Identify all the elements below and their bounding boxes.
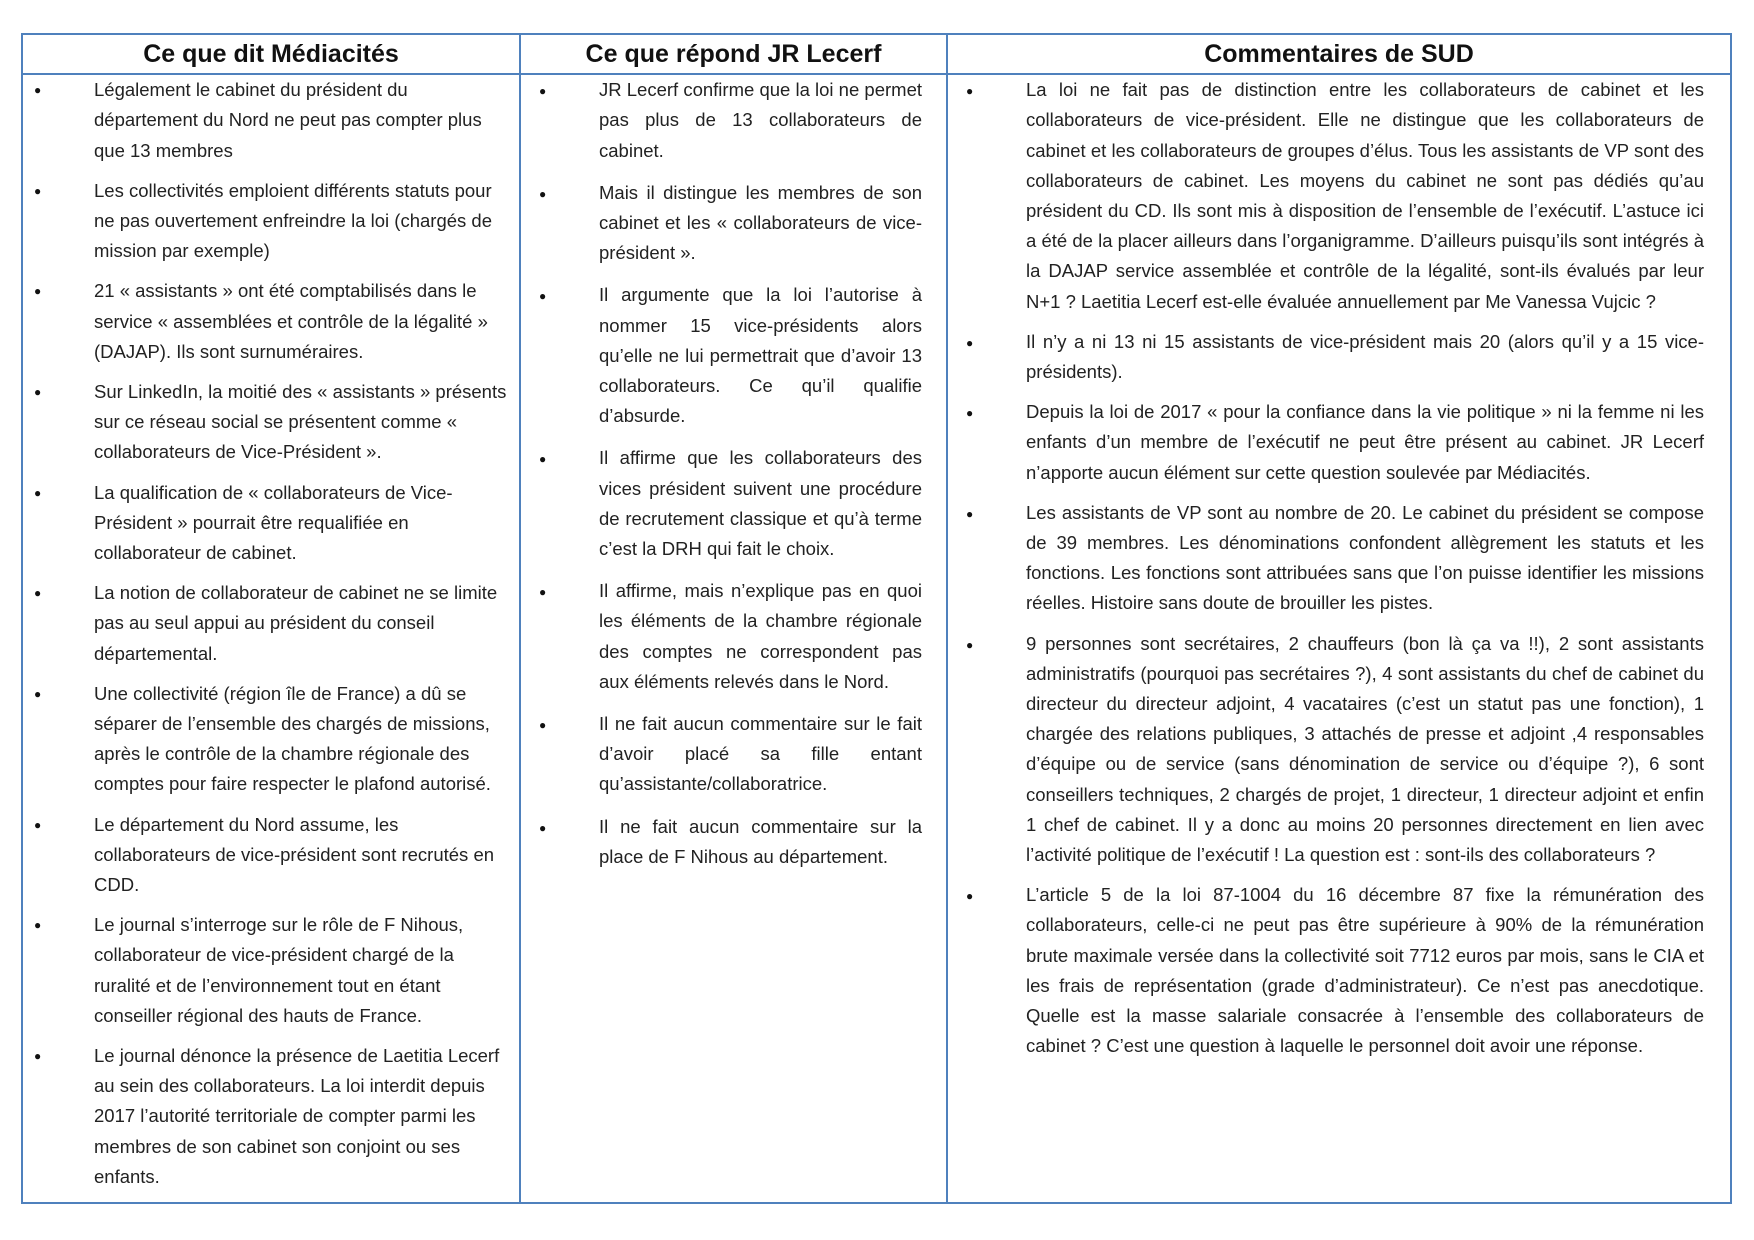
lecerf-bullet-list <box>521 75 946 872</box>
header-sud-comments: Commentaires de SUD <box>1204 39 1474 68</box>
list-item: ● La qualification de « collaborateurs de Vice-Président » pourrait être requalifiée en collaborateur de cabinet. <box>23 478 519 569</box>
list-item: ● La notion de collaborateur de cabinet ne se limite pas au seul appui au président du conseil départemental. <box>23 578 519 669</box>
list-item: ● Depuis la loi de 2017 « pour la confiance dans la vie politique » ni la femme ni les enfants d’un membre de l’exécutif ne peut être présent au cabinet. JR Lecerf n’apporte aucun élément sur cette question soulevée par Médiacités. <box>948 397 1730 488</box>
list-item: ● L’article 5 de la loi 87-1004 du 16 décembre 87 fixe la rémunération des collaborateurs, celle-ci ne peut pas être supérieure à 90% de la rémunération brute maximale versée dans la collectivité soit 7712 euros par mois, sans le CIA et les frais de représentation (grade d’administrateur). Ce n’est pas anecdotique. Quelle est la masse salariale consacrée à l’ensemble des collaborateurs de cabinet ? C’est une question à laquelle le personnel doit avoir une réponse. <box>948 880 1730 1061</box>
list-item: ● Mais il distingue les membres de son cabinet et les « collaborateurs de vice-président ». <box>521 178 946 269</box>
column-lecerf-response <box>521 75 948 1202</box>
list-item: ● 21 « assistants » ont été comptabilisés dans le service « assemblées et contrôle de la légalité » (DAJAP). Ils sont surnuméraires. <box>23 276 519 367</box>
list-item: ● Il ne fait aucun commentaire sur la place de F Nihous au département. <box>521 812 946 872</box>
header-mediacites: Ce que dit Médiacités <box>23 35 521 73</box>
list-item: ● Le journal s’interroge sur le rôle de F Nihous, collaborateur de vice-président chargé de la ruralité et de l’environnement tout en étant conseiller régional des hauts de France. <box>23 910 519 1031</box>
list-item: ● Les assistants de VP sont au nombre de 20. Le cabinet du président se compose de 39 membres. Les dénominations confondent allègrement les statuts et les fonctions. Les fonctions sont attribuées sans que l’on puisse identifier les missions réelles. Histoire sans doute de brouiller les pistes. <box>948 498 1730 619</box>
list-item: ● Il affirme que les collaborateurs des vices président suivent une procédure de recrutement classique et qu’à terme c’est la DRH qui fait le choix. <box>521 443 946 564</box>
list-item: ● Les collectivités emploient différents statuts pour ne pas ouvertement enfreindre la loi (chargés de mission par exemple) <box>23 176 519 267</box>
header-lecerf-response: Ce que répond JR Lecerf <box>521 35 948 73</box>
column-sud-comments <box>948 75 1730 1202</box>
sud-bullet-list <box>948 75 1730 1061</box>
list-item: ● Le département du Nord assume, les collaborateurs de vice-président sont recrutés en CDD. <box>23 810 519 901</box>
list-item: ● Il affirme, mais n’explique pas en quoi les éléments de la chambre régionale des comptes ne correspondent pas aux éléments relevés dans le Nord. <box>521 576 946 697</box>
list-item: ● 9 personnes sont secrétaires, 2 chauffeurs (bon là ça va !!), 2 sont assistants administratifs (pourquoi pas secrétaires ?), 4 sont assistants du chef de cabinet du directeur du directeur adjoint, 4 vacataires (c’est un statut pas une fonction), 1 chargée des relations publiques, 3 attachés de presse et adjoint ,4 responsables d’équipe ou de service (sans dénomination de service ou d’équipe ?), 6 sont conseillers techniques, 2 chargés de projet, 1 directeur, 1 directeur adjoint et enfin 1 chef de cabinet. Il y a donc au moins 20 personnes directement en lien avec l’activité politique de l’exécutif ! La question est : sont-ils des collaborateurs ? <box>948 629 1730 871</box>
column-mediacites <box>23 75 521 1202</box>
list-item: ● Il n’y a ni 13 ni 15 assistants de vice-président mais 20 (alors qu’il y a 15 vice-présidents). <box>948 327 1730 387</box>
table-body-row <box>23 75 1730 1202</box>
list-item: ● Le journal dénonce la présence de Laetitia Lecerf au sein des collaborateurs. La loi interdit depuis 2017 l’autorité territoriale de compter parmi les membres de son cabinet son conjoint ou ses enfants. <box>23 1041 519 1192</box>
list-item: ● Légalement le cabinet du président du département du Nord ne peut pas compter plus que 13 membres <box>23 75 519 166</box>
list-item: ● Une collectivité (région île de France) a dû se séparer de l’ensemble des chargés de missions, après le contrôle de la chambre régionale des comptes pour faire respecter le plafond autorisé. <box>23 679 519 800</box>
mediacites-bullet-list <box>23 75 519 1192</box>
list-item: ● Il argumente que la loi l’autorise à nommer 15 vice-présidents alors qu’elle ne lui permettrait que d’avoir 13 collaborateurs. Ce qu’il qualifie d’absurde. <box>521 280 946 431</box>
list-item: ● JR Lecerf confirme que la loi ne permet pas plus de 13 collaborateurs de cabinet. <box>521 75 946 166</box>
list-item: ● Sur LinkedIn, la moitié des « assistants » présents sur ce réseau social se présentent comme « collaborateurs de Vice-Président ». <box>23 377 519 468</box>
comparison-table <box>21 33 1732 1204</box>
list-item: ● Il ne fait aucun commentaire sur le fait d’avoir placé sa fille entant qu’assistante/collaboratrice. <box>521 709 946 800</box>
table-header-row <box>23 35 1730 75</box>
list-item: ● La loi ne fait pas de distinction entre les collaborateurs de cabinet et les collaborateurs de vice-président. Elle ne distingue que les collaborateurs de cabinet et les collaborateurs de groupes d’élus. Tous les assistants de VP sont des collaborateurs de cabinet. Les moyens du cabinet ne sont pas dédiés qu’au président du CD. Ils sont mis à disposition de l’ensemble de l’exécutif. L’astuce ici a été de la placer ailleurs dans l’organigramme. D’ailleurs puisqu’ils sont intégrés à la DAJAP service assemblée et contrôle de la légalité, sont-ils évalués par leur N+1 ? Laetitia Lecerf est-elle évaluée annuellement par Me Vanessa Vujcic ? <box>948 75 1730 317</box>
